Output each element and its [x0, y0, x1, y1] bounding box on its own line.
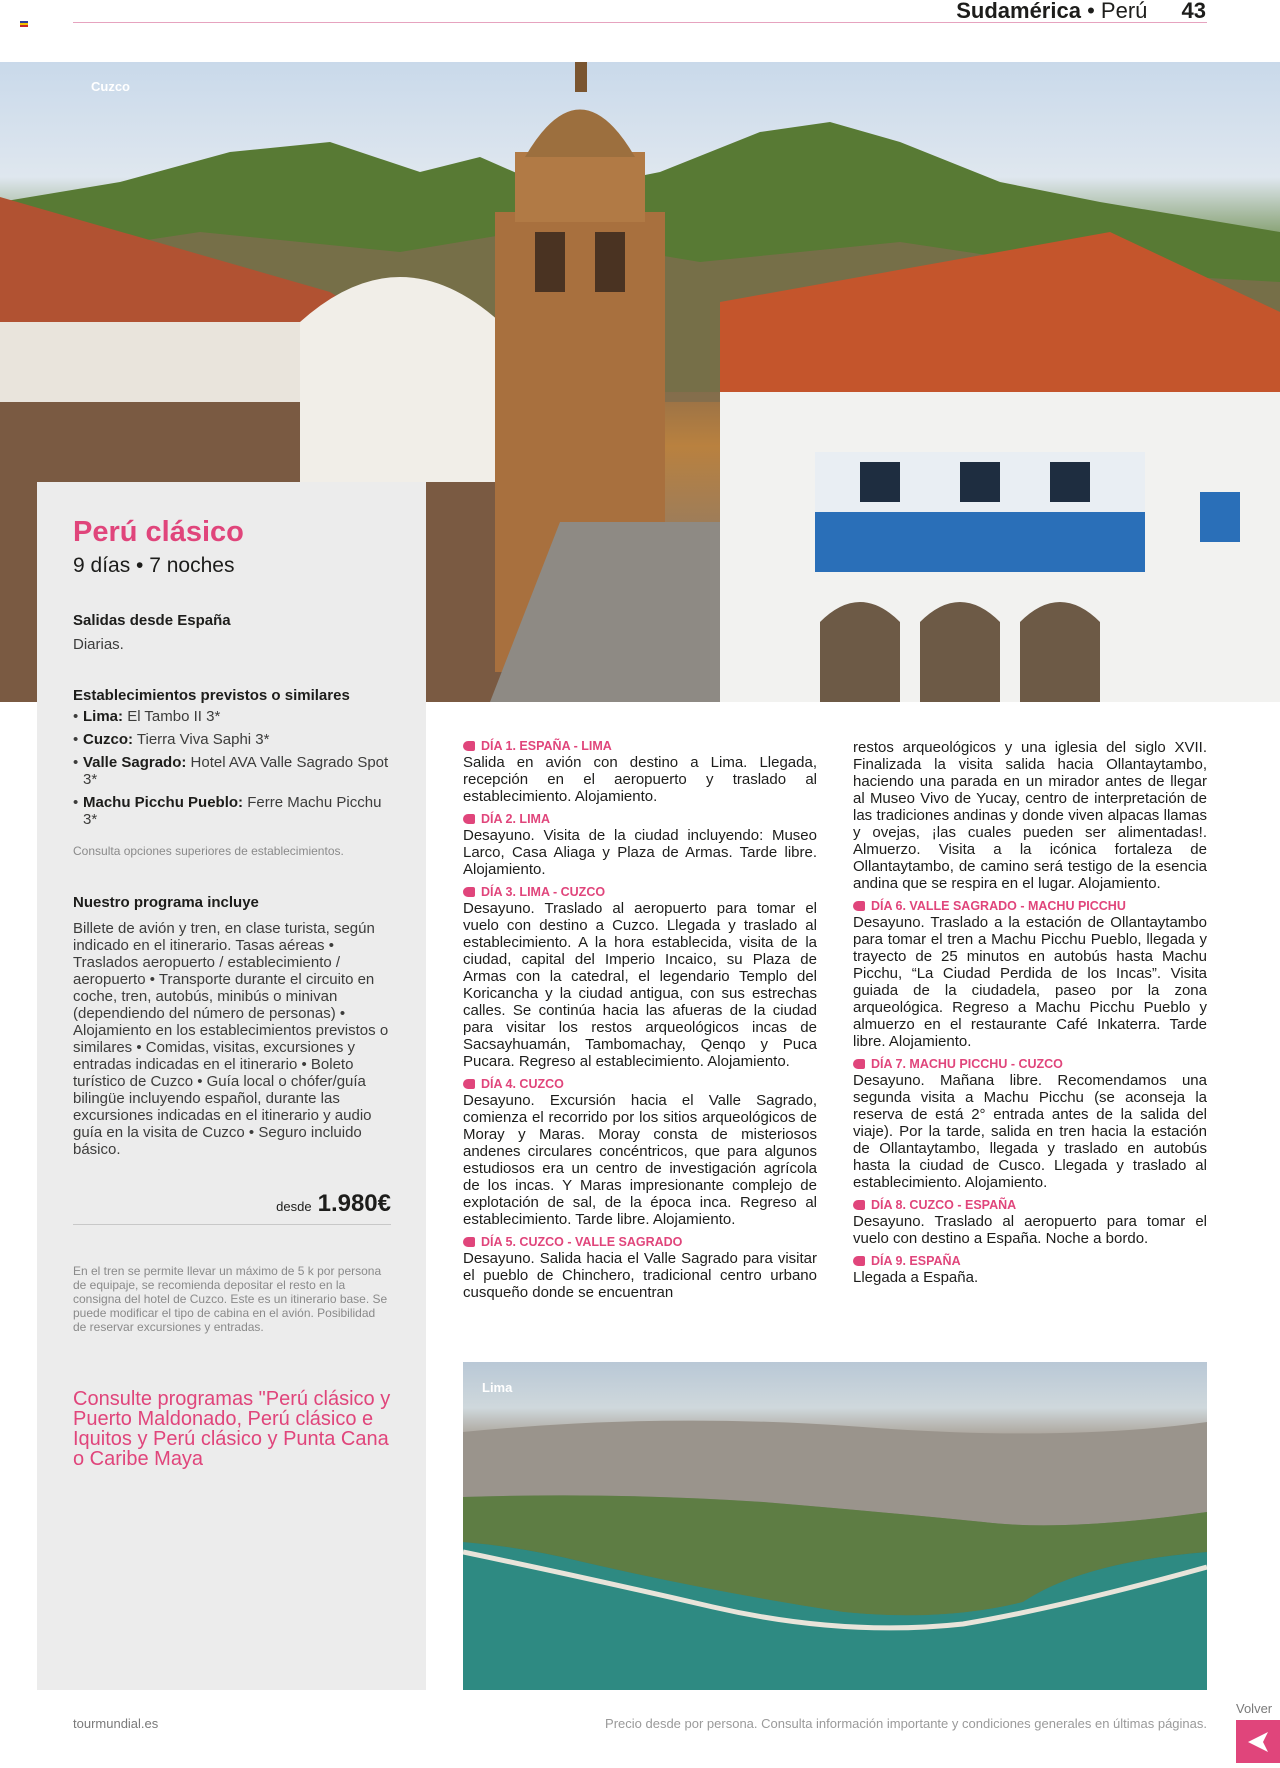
lima-caption: Lima — [482, 1380, 513, 1395]
spain-flag-icon — [20, 21, 28, 27]
itinerary-day — [463, 884, 817, 1070]
itinerary-day — [853, 1056, 1207, 1191]
day-text: Salida en avión con destino a Lima. Llegada, recepción en el aeropuerto y traslado al establecimiento. Alojamiento. — [463, 754, 817, 805]
train-note: En el tren se permite llevar un máximo de 5 k por persona de equipaje, se recomienda depositar el resto en la consigna del hotel de Cuzco. Este es un itinerario base. Se puede modificar el tipo de cabina en el avión. Posibilidad de reservar excursiones y entradas. — [73, 1264, 388, 1334]
hotel-city: Cuzco: — [83, 731, 133, 748]
lima-illustration — [463, 1362, 1207, 1690]
header-region: Sudamérica — [956, 0, 1081, 23]
itinerary-day — [853, 898, 1207, 1050]
page-header — [956, 0, 1206, 24]
day-marker-icon — [853, 1059, 865, 1069]
day-marker-icon — [463, 814, 475, 824]
day-text: Desayuno. Salida hacia el Valle Sagrado para visitar el pueblo de Chinchero, tradicional centro urbano cusqueño donde se encuentran — [463, 1250, 817, 1301]
day-marker-icon — [853, 901, 865, 911]
hotels-note: Consulta opciones superiores de establecimientos. — [73, 844, 344, 858]
back-button[interactable] — [1236, 1720, 1280, 1763]
footer-note: Precio desde por persona. Consulta información importante y condiciones generales en últimas páginas. — [605, 1716, 1207, 1731]
day-title: DÍA 8. CUZCO - ESPAÑA — [871, 1198, 1017, 1212]
itinerary-day — [853, 1197, 1207, 1247]
day-marker-icon — [853, 1256, 865, 1266]
itinerary-day — [463, 1076, 817, 1228]
hotel-item — [73, 731, 393, 748]
hotel-name: Tierra Viva Saphi 3* — [136, 731, 270, 748]
includes-text: Billete de avión y tren, en clase turista, según indicado en el itinerario. Tasas aéreas • Traslados aeropuerto / establecimiento / aeropuerto • Transporte durante el circuito en coche, tren, autobús, minibús o minivan (dependiendo del número de personas) • Alojamiento en los establecimientos previstos o similares • Comidas, visitas, excursiones y entradas indicadas en el itinerario • Boleto turístico de Cuzco • Guía local o chófer/guía bilingüe incluyendo español, durante las excursiones indicadas en el itinerario y audio guía en la visita de Cuzco • Seguro incluido básico. — [73, 920, 389, 1158]
day-text-continued: restos arqueológicos y una iglesia del siglo XVII. Finalizada la visita salida hacia Ollantaytambo, haciendo una parada en un mirador antes de llegar al Museo Vivo de Yucay, centro de interpretación de las tradiciones andinas y donde viven alpacas llamas y ovejas, ¡las cuales pueden ser alimentadas!. Almuerzo. Visita a la icónica fortaleza de Ollantaytambo, de camino será testigo de la esencia andina que se respira en el lugar. Alojamiento. — [853, 739, 1207, 892]
back-arrow-icon — [1236, 1720, 1280, 1763]
day-text: Desayuno. Excursión hacia el Valle Sagrado, comienza el recorrido por los sitios arqueológicos de Moray y Maras. Moray consta de misteriosos andenes circulares concéntricos, que para algunos estudiosos era un centro de investigación agrícola de los incas. Y Maras impresionante complejo de explotación de sal, de la época inca. Regreso al establecimiento. Tarde libre. Alojamiento. — [463, 1092, 817, 1228]
lima-photo — [463, 1362, 1207, 1690]
footer-site-link[interactable]: tourmundial.es — [73, 1716, 159, 1731]
day-marker-icon — [463, 887, 475, 897]
itinerary-day — [463, 738, 817, 805]
header-separator: • — [1087, 0, 1095, 23]
hotels-list — [73, 708, 393, 834]
hotel-name: Hotel AVA Valle Sagrado Spot 3* — [83, 754, 389, 788]
day-text: Desayuno. Mañana libre. Recomendamos una segunda visita a Machu Picchu (se aconseja la reserva de está 2° entrada antes de la salida del viaje). Por la tarde, salida en tren hacia la estación de Ollantaytambo, llegada y traslado en autobús hasta la ciudad de Cusco. Llegada y traslado al establecimiento. Alojamiento. — [853, 1072, 1207, 1191]
day-text: Desayuno. Visita de la ciudad incluyendo: Museo Larco, Casa Aliaga y Plaza de Armas. Tarde libre. Alojamiento. — [463, 827, 817, 878]
hotel-item — [73, 708, 393, 725]
itinerary-day — [463, 1234, 817, 1301]
hotel-name: El Tambo II 3* — [127, 708, 221, 725]
day-title: DÍA 7. MACHU PICCHU - CUZCO — [871, 1057, 1063, 1071]
header-country: Perú — [1100, 0, 1148, 23]
day-text: Desayuno. Traslado a la estación de Ollantaytambo para tomar el tren a Machu Picchu Pueblo, llegada y trayecto de 25 minutos en autobús hasta Machu Picchu, “La Ciudad Perdida de los Incas”. Visita guiada de la ciudadela, paseo por la zona arqueológica. Regreso a Machu Picchu Pueblo y almuerzo en el restaurante Café Inkaterra. Tarde libre. Alojamiento. — [853, 914, 1207, 1050]
day-text: Llegada a España. — [853, 1269, 979, 1286]
hotel-city: Lima: — [83, 708, 124, 725]
day-title: DÍA 6. VALLE SAGRADO - MACHU PICCHU — [871, 899, 1126, 913]
includes-heading: Nuestro programa incluye — [73, 894, 259, 911]
itinerary-column-1 — [463, 738, 817, 1307]
day-marker-icon — [463, 1237, 475, 1247]
tour-title: Perú clásico — [73, 516, 244, 548]
day-title: DÍA 3. LIMA - CUZCO — [481, 885, 606, 899]
price-amount: 1.980€ — [317, 1190, 391, 1217]
day-title: DÍA 9. ESPAÑA — [871, 1254, 961, 1268]
hotel-item — [73, 754, 393, 788]
tour-duration: 9 días • 7 noches — [73, 554, 235, 577]
departures-text: Diarias. — [73, 636, 124, 653]
day-title: DÍA 5. CUZCO - VALLE SAGRADO — [481, 1235, 683, 1249]
day-marker-icon — [463, 741, 475, 751]
day-marker-icon — [853, 1200, 865, 1210]
hotel-city: Valle Sagrado: — [83, 754, 187, 771]
itinerary-day — [463, 811, 817, 878]
hotels-heading: Establecimientos previstos o similares — [73, 687, 350, 704]
consult-programs-link[interactable]: Consulte programas "Perú clásico y Puerto Maldonado, Perú clásico e Iquitos y Perú clásico y Punta Cana o Caribe Maya — [73, 1388, 391, 1470]
day-text: Desayuno. Traslado al aeropuerto para tomar el vuelo con destino a España. Noche a bordo. — [853, 1213, 1207, 1247]
cuzco-caption: Cuzco — [91, 79, 130, 94]
page-number: 43 — [1181, 0, 1206, 23]
hotel-city: Machu Picchu Pueblo: — [83, 794, 244, 811]
departures-heading: Salidas desde España — [73, 612, 231, 629]
itinerary-column-2 — [853, 739, 1207, 1292]
back-label[interactable]: Volver — [1236, 1701, 1273, 1716]
hotel-item — [73, 794, 393, 828]
day-title: DÍA 1. ESPAÑA - LIMA — [481, 739, 612, 753]
day-title: DÍA 4. CUZCO — [481, 1077, 564, 1091]
itinerary-day — [853, 1253, 1207, 1286]
day-text: Desayuno. Traslado al aeropuerto para tomar el vuelo con destino a Cuzco. Llegada y traslado al establecimiento. A la hora establecida, visita de la ciudad, capital del Imperio Incaico, su Plaza de Armas con la catedral, el legendario Templo del Koricancha y la ciudad antigua, con sus estrechas calles. Se continúa hacia las afueras de la ciudad para visitar los restos arqueológicos incas de Sacsayhuamán, Tambomachay, Qenqo y Puca Pucara. Regreso al establecimiento. Alojamiento. — [463, 900, 817, 1070]
hotel-name: Ferre Machu Picchu 3* — [83, 794, 382, 828]
price-prefix: desde — [276, 1199, 312, 1214]
price-block — [73, 1190, 391, 1225]
day-marker-icon — [463, 1079, 475, 1089]
day-title: DÍA 2. LIMA — [481, 812, 550, 826]
